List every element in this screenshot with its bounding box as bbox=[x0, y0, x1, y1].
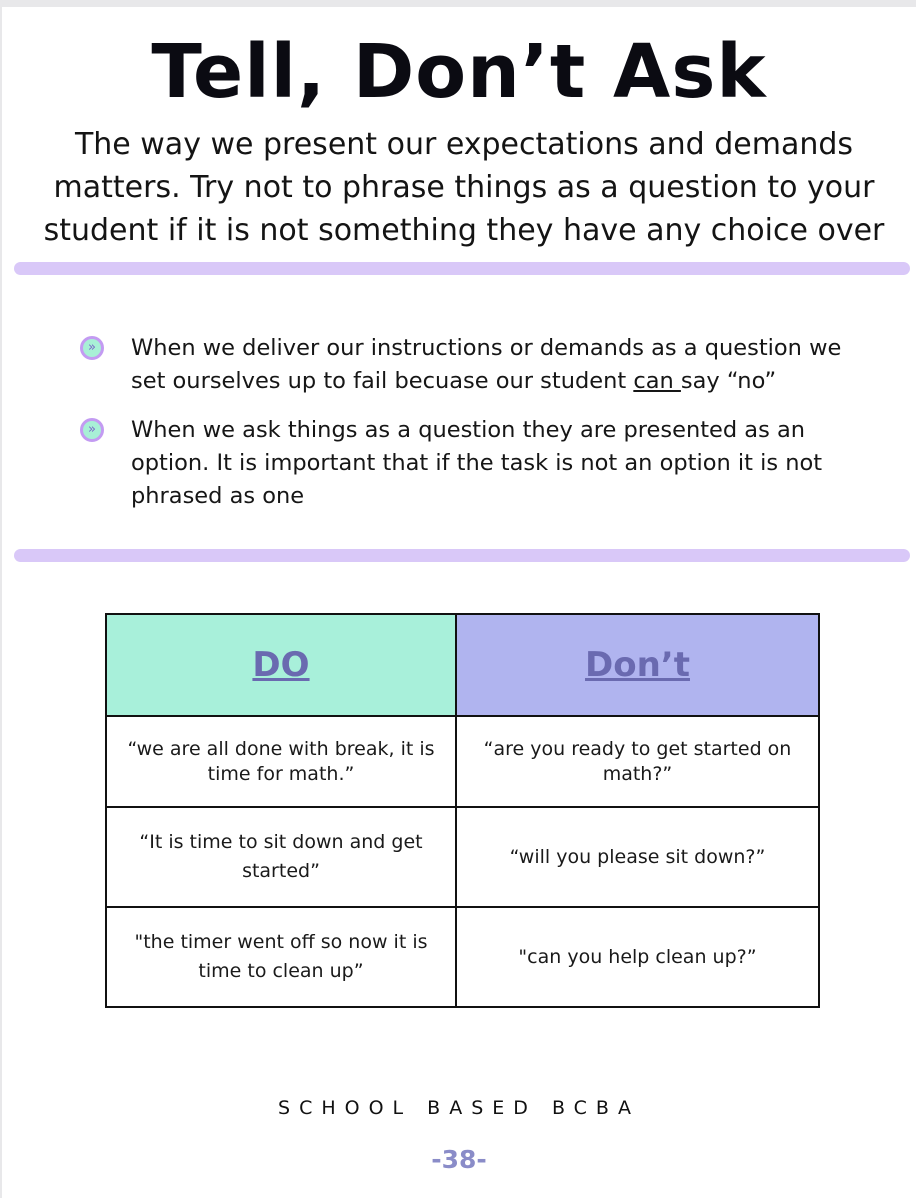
footer-brand: SCHOOL BASED BCBA bbox=[278, 1097, 640, 1119]
double-chevron-right-icon: » bbox=[80, 336, 104, 360]
page-title: Tell, Don’t Ask bbox=[151, 29, 767, 115]
dont-cell: "can you help clean up?” bbox=[456, 907, 819, 1007]
bottom-divider bbox=[14, 549, 910, 562]
dont-header: Don’t bbox=[456, 614, 819, 716]
page-number: -38- bbox=[431, 1145, 487, 1174]
bullet-text: When we ask things as a question they are presented as an option. It is important that if the task is not an option it is not phrased as one bbox=[131, 417, 823, 509]
do-header: DO bbox=[106, 614, 456, 716]
table-header-row bbox=[106, 614, 819, 716]
document-page bbox=[2, 7, 916, 1198]
dont-cell: “are you ready to get started on math?” bbox=[456, 716, 819, 807]
table-row bbox=[106, 716, 819, 807]
double-chevron-right-icon: » bbox=[80, 418, 104, 442]
bullet-text: When we deliver our instructions or demands as a question we set ourselves up to fail becuase our student can say “no” bbox=[131, 335, 842, 394]
top-divider bbox=[14, 262, 910, 275]
page-subtitle: The way we present our expectations and demands matters. Try not to phrase things as a question to your student if it is not something they have any choice over bbox=[43, 127, 885, 248]
do-dont-table bbox=[105, 613, 820, 1008]
do-cell: “It is time to sit down and get started” bbox=[106, 807, 456, 907]
table-row bbox=[106, 907, 819, 1007]
table-row bbox=[106, 807, 819, 907]
underlined-word: can bbox=[633, 368, 681, 394]
do-cell: “we are all done with break, it is time for math.” bbox=[106, 716, 456, 807]
do-cell: "the timer went off so now it is time to clean up” bbox=[106, 907, 456, 1007]
dont-cell: “will you please sit down?” bbox=[456, 807, 819, 907]
